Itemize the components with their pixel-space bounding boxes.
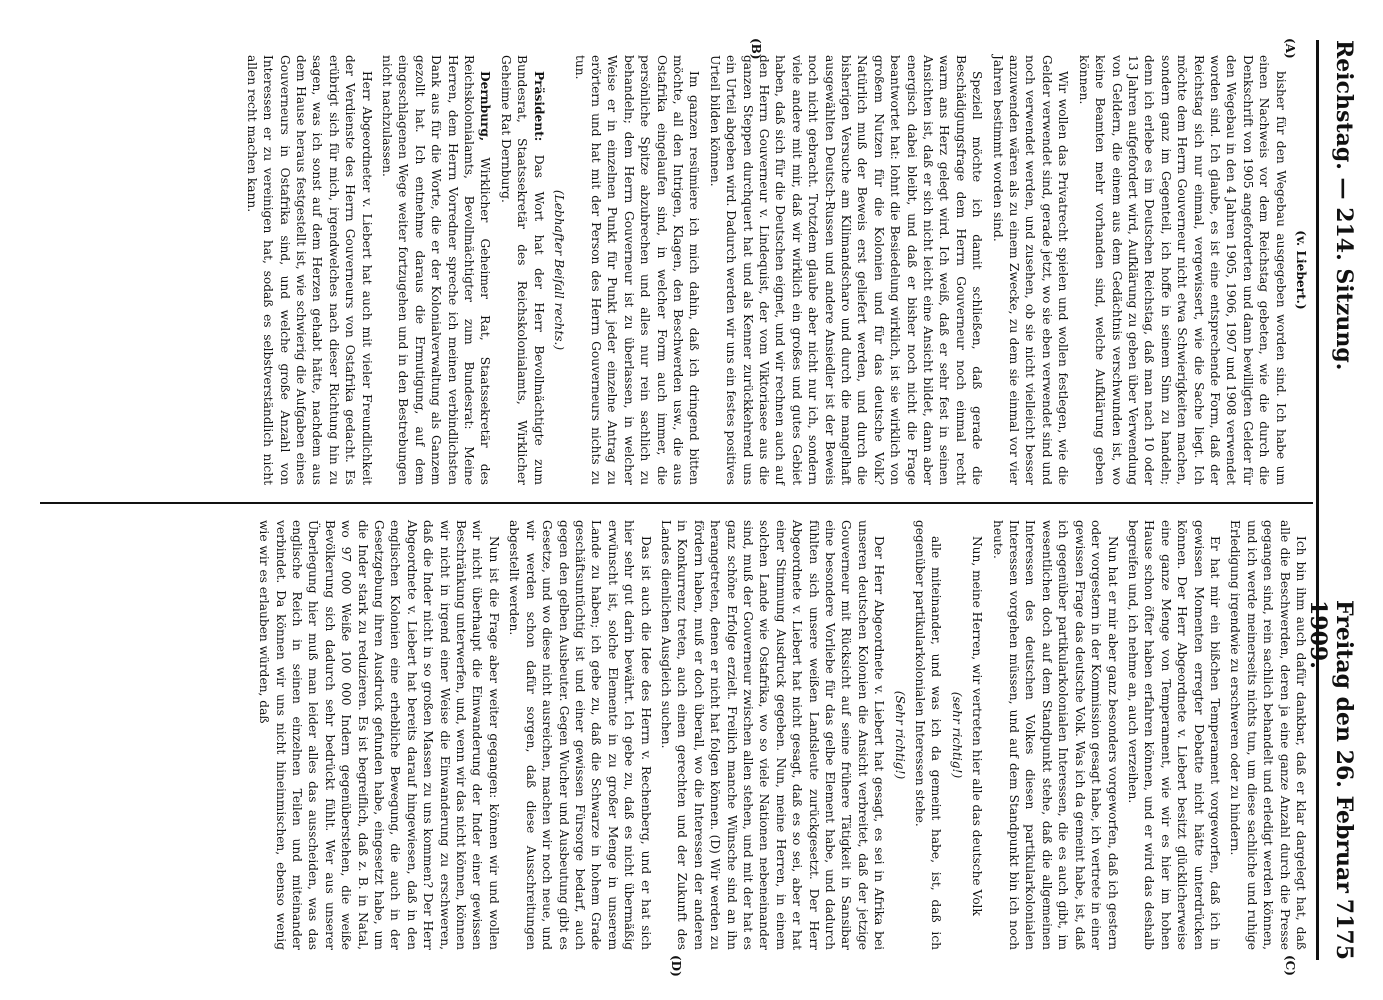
paragraph: Der Herr Abgeordnete v. Liebert hat gesagt, es sei in Afrika bei unseren deutschen Kolonien die Ansicht verbreitet, daß der jetzige Gouverneur mit Rücksicht auf seine frühere Tätigkeit in Sansibar eine besondere Vorliebe für das gelbe Element habe, und dadurch fühlten sich unsere weißen Landsleute zurückgesetzt. Der Herr Abgeordnete v. Liebert hat nicht gesagt, daß es so sei, aber er hat einer Stimmung Ausdruck gegeben. Nun, meine Herren, in einem solchen Lande wie Ostafrika, wo so viele Nationen nebeneinander sind, muß der Gouverneur zwischen allen stehen, und mit der hat es ganz schöne Erfolge erzielt. Freilich manche Wünsche sind an ihn herangetreten, denen er nicht hat folgen können. (D) Wir werden zu fördern haben, muß er doch überall, wo die Interessen der anderen in Konkurrenz treten, auch einen gerechten und der Zukunft des Landes dienlichen Ausgleich suchen.: [658, 520, 887, 950]
margin-marker-b: (B): [749, 38, 763, 60]
paragraph: Herr Abgeordneter v. Liebert hat auch mit vieler Freundlichkeit der Verdienste des Herrn Gouverneurs von Ostafrika gedacht. Es erübrigt sich für mich, irgendwelches nach dieser Richtung hin zu sagen, was ich sonst auf dem Herzen gehabt hätte, nachdem aus dem Hause heraus festgestellt ist, wie schwierig die Aufgaben eines Gouverneurs in Ostafrika sind, und welche große Anzahl von Interessen er zu vereinigen hat, sodaß es selbstverständlich nicht allen recht machen kann.: [244, 55, 374, 485]
left-column: [40, 55, 1309, 485]
header-rule: [1316, 40, 1319, 960]
margin-marker-d: (D): [669, 955, 683, 977]
president-label: Präsident:: [531, 71, 546, 142]
paragraph: bisher für den Wegebau ausgegeben worden sind. Ich habe um einen Nachweis vor dem Reichstag gebeten, wie die durch die Denkschrift von 1905 angeforderten und dann bewilligten Gelder für den Wegebau in den 4 Jahren 1905, 1906, 1907 und 1908 verwendet worden sind. Ich glaube, es ist eine entsprechende Form, daß der Reichstag sich nur einmal, vergewissert, wie die Sache liegt. Ich möchte dem Herrn Gouverneur nicht etwa Schwierigkeiten machen, sondern ganz im Gegenteil, ich hoffe in seinem Sinn zu handeln; denn ich erlebe es im Deutschen Reichstag, daß man nach 10 oder 13 Jahren aufgefordert wird, Aufklärung zu geben über Verwendung von Geldern, die einem aus dem Gedächtnis verschwunden ist, wo keine Beamten mehr vorhanden sind, welche Aufklärung geben können.: [1076, 55, 1288, 485]
paragraph: Speziell möchte ich damit schließen, daß gerade die Beschädigungsfrage dem Herrn Gouverneur noch einmal recht warm ans Herz gelegt wird. Ich weiß, daß er sehr fest in seinen Ansichten ist, daß er sich nicht leicht eine Ansicht bildet, dann aber energisch dabei bleibt, und daß er bisher noch nicht die Frage beantwortet hat: lohnt die Besiedelung wirklich, ist sie wirklich von großem Nutzen für die Kolonien und für das deutsche Volk? Natürlich muß der Beweis erst geliefert werden, und durch die bisherigen Versuche am Kilimandscharo und durch die mangelhaft ausgewählten Deutsch-Russen und andere Ansiedler ist der Beweis noch nicht gebracht. Trotzdem glaube aber nicht nur ich, sondern viele andere mit mir, daß wir wirklich ein großes und gutes Gebiet haben, daß sich für die Deutschen eignet, und wir rechnen auch auf den Herrn Gouverneur v. Lindequist, der vom Viktoriasee aus die ganzen Steppen durchquert hat und als Kenner zurückkehrend uns ein Urteil abgeben wird. Dadurch werden wir uns ein festes positives Urteil bilden können.: [707, 55, 985, 485]
margin-marker-a: (A): [1283, 38, 1297, 59]
column-divider: [40, 502, 1313, 504]
page-number: 7175: [1331, 898, 1357, 960]
paragraph: Im ganzen resümiere ich mich dahin, daß ich dringend bitten möchte, all den Intrigen, Klagen, den Beschwerden usw., die aus Ostafrika eingelaufen sind, in welcher Form auch immer, die persönliche Spitze abzubrechen und alles nur rein sachlich zu behandeln; dem Herrn Gouverneur ist zu überlassen, in welcher Weise er in einzelnen Punkt für Punkt jeder einzelne Antrag zu erörtern und hat mit der Person des Herrn Gouverneurs nichts zu tun.: [572, 55, 702, 485]
paragraph: alle miteinander, und was ich da gemeint habe, ist, daß ich gegenüber partikularkolonialen Interessen stehe.: [913, 520, 944, 950]
header-date: Freitag den 26. Februar 1909.: [1305, 600, 1357, 893]
paragraph: Ich bin ihm auch dafür dankbar, daß er klar dargelegt hat, daß alle die Beschwerden, deren ja eine ganze Anzahl durch die Presse gegangen sind, rein sachlich behandelt und erledigt werden können, und ich werde meinerseits nichts tun, um diese sachliche und ruhige Erledigung irgendwie zu erschweren oder zu hindern.: [1228, 520, 1308, 950]
paragraph: Nun ist die Frage aber weiter gegangen: können wir und wollen wir nicht überhaupt die Einwanderung der Inder einer gewissen Beschränkung unterwerfen, und, wenn wir das nicht können, können wir nicht in irgend einer Weise die Einwanderung zu erschweren, daß die Inder nicht in so großen Massen zu uns kommen? Der Herr Abgeordnete v. Liebert hat bereits darauf hingewiesen, daß in den englischen Kolonien eine erhebliche Bewegung, die auch in der Gesetzgebung ihren Ausdruck gefunden habe, eingesetzt habe, um die Inder stark zu reduzieren. Es ist begreiflich, daß z. B. in Natal, wo 97 000 Weiße 100 000 Indern gegenüberstehen, die weiße Bevölkerung sich dadurch sehr bedrückt fühlt. Wer aus unserer Überlegung hier muß man leider alles das ausscheiden, was das englische Reich in seinen einzelnen Teilen und miteinander verbindet. Da können wir uns nicht hineinmischen, ebenso wenig wie wir es erlauben würden, daß: [257, 520, 501, 950]
margin-marker-c: (C): [1283, 955, 1297, 976]
president-text: Das Wort hat der Herr Bevollmächtigte zum Bundesrat, Staatssekretär des Reichskolonialamts, Wirklicher Geheime Rat Dernburg.: [498, 55, 546, 485]
page-header: [1305, 40, 1363, 960]
paragraph: Wir wollen das Privatrecht spielen und wollen festlegen, wie die Gelder verwendet sind, gerade jetzt, wo sie eben verwendet sind und noch verwendet werden, und zusehen, ob sie nicht vielleicht besser anzuwenden wären als zu einem Zwecke, zu dem sie einmal vor vier Jahren bestimmt worden sind.: [990, 55, 1071, 485]
right-column: [40, 520, 1309, 950]
applause-note: (Lebhafter Beifall rechts.): [552, 189, 567, 351]
paragraph: Nun, meine Herren, wir vertreten hier alle das deutsche Volk: [970, 536, 985, 916]
interjection: (Sehr richtig!): [892, 690, 907, 780]
paragraph: Das ist auch die Idee des Herrn v. Rechenberg, und er hat sich hier sehr gut darin bewährt. Ich gebe zu, daß es nicht übermäßig erwünscht ist, solche Elemente in zu großer Menge in unserem Lande zu haben; ich gebe zu, daß die Schwarze in hohem Grade geschäftsuntüchtig ist und einer gewissen Fürsorge bedarf, auch gegen den gelben Ausbeuter. Gegen Wucher und Ausbeutung gibt es Gesetze, und wo diese nicht ausreichen, machen wir noch neue, und wir werden schon dafür sorgen, daß diese Ausschreitungen abgestellt werden.: [507, 520, 653, 950]
header-session: Reichstag. — 214. Sitzung.: [1331, 40, 1357, 371]
paragraph: Er hat mir ein bißchen Temperament vorgeworfen, daß ich in gewissen Momenten erregter Debatte nicht hätte unterdrücken können. Der Herr Abgeordnete v. Liebert besitzt glücklicherweise eine ganze Menge von Temperament, wie wir es hier im hohen Hause schon öfter haben erfahren können, und er wird das deshalb begreifen und, ich nehme an, auch verzeihen.: [1125, 520, 1222, 950]
interjection: (sehr richtig!): [949, 691, 964, 779]
dernburg-text: Wirklicher Geheimer Rat, Staatssekretär des Reichskolonialamts, Bevollmächtigter zum Bundesrat: Meine Herren, dem Herrn Vorredner spreche ich meinen verbindlichsten Dank aus für die Worte, die er der Kolonialverwaltung als Ganzem gezollt hat. Ich entnehme daraus die Ermutigung, auf dem eingeschlagenen Wege weiter fortzugehen und in den Bestrebungen nicht nachzulassen.: [380, 55, 493, 486]
paragraph: Nun hat er mir aber ganz besonders vorgeworfen, daß ich gestern oder vorgestern in der Kommission gesagt habe, ich vertrete in einer gewissen Frage das deutsche Volk. Was ich da gemeint habe, ist, daß ich gegenüber partikularkolonialen Interessen, die es auch gibt, im wesentlichen doch auf dem Standpunkt stehe, daß die allgemeinen Interessen des deutschen Volkes diesen partikularkolonialen Interessen vorgehen müssen, und auf dem Standpunkt bin ich noch heute.: [990, 520, 1120, 950]
president-paragraph: [498, 55, 547, 485]
dernburg-label: Dernburg,: [478, 71, 493, 142]
speaker-tag: (v. Liebert.): [1294, 230, 1308, 310]
dernburg-paragraph: [379, 55, 494, 485]
